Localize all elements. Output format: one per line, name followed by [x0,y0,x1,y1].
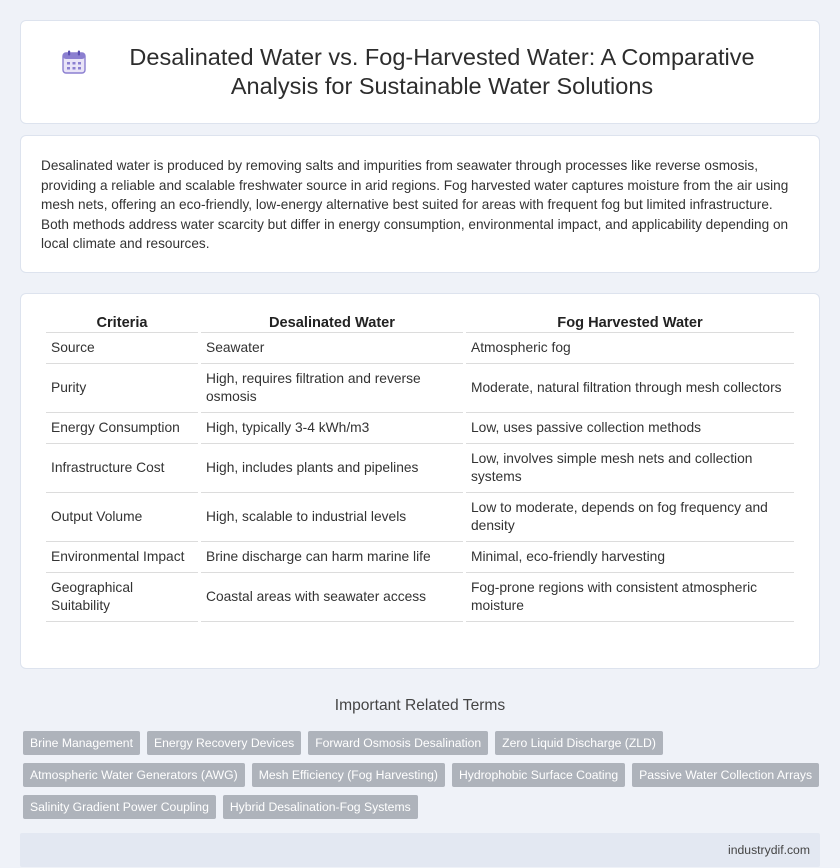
table-cell: Infrastructure Cost [46,444,198,493]
tag-forward-osmosis[interactable]: Forward Osmosis Desalination [308,731,488,755]
header-inner [61,43,779,101]
table-cell: Low to moderate, depends on fog frequency and density [466,493,794,542]
table-cell: Brine discharge can harm marine life [201,542,463,573]
table-row [46,333,794,364]
table-row [46,413,794,444]
table-cell: Geographical Suitability [46,573,198,622]
table-cell: Coastal areas with seawater access [201,573,463,622]
table-cell: Minimal, eco-friendly harvesting [466,542,794,573]
calendar-icon [61,49,87,75]
table-cell: Purity [46,364,198,413]
table-row [46,364,794,413]
table-cell: Source [46,333,198,364]
table-cell: Fog-prone regions with consistent atmospheric moisture [466,573,794,622]
intro-card [20,135,820,273]
header-criteria: Criteria [46,308,198,333]
table-cell: Output Volume [46,493,198,542]
tag-energy-recovery-devices[interactable]: Energy Recovery Devices [147,731,301,755]
footer-site[interactable]: industrydif.com [728,843,810,857]
intro-text: Desalinated water is produced by removing salts and impurities from seawater through processes like reverse osmosis, providing a reliable and scalable freshwater source in arid regions. Fog harvested water captures moisture from the air using mesh nets, offering an eco-friendly, low-energy alternative best suited for areas with frequent fog but limited infrastructure. Both methods address water scarcity but differ in energy consumption, environmental impact, and applicability depending on local climate and resources. [41,158,789,251]
table-cell: High, typically 3-4 kWh/m3 [201,413,463,444]
tag-mesh-efficiency[interactable]: Mesh Efficiency (Fog Harvesting) [252,763,445,787]
table-cell: High, requires filtration and reverse osmosis [201,364,463,413]
table-cell: Energy Consumption [46,413,198,444]
header-desalinated: Desalinated Water [201,308,463,333]
comparison-table [43,308,797,622]
tag-passive-collection[interactable]: Passive Water Collection Arrays [632,763,819,787]
tag-hybrid-systems[interactable]: Hybrid Desalination-Fog Systems [223,795,418,819]
table-row [46,493,794,542]
footer [20,833,820,867]
table-cell: Low, involves simple mesh nets and collection systems [466,444,794,493]
comparison-table-card [20,293,820,669]
table-cell: Low, uses passive collection methods [466,413,794,444]
table-cell: High, includes plants and pipelines [201,444,463,493]
tag-brine-management[interactable]: Brine Management [23,731,140,755]
tag-salinity-gradient[interactable]: Salinity Gradient Power Coupling [23,795,216,819]
table-cell: Moderate, natural filtration through mesh collectors [466,364,794,413]
table-row [46,573,794,622]
header-fog: Fog Harvested Water [466,308,794,333]
tag-zld[interactable]: Zero Liquid Discharge (ZLD) [495,731,663,755]
header-card [20,20,820,124]
table-cell: High, scalable to industrial levels [201,493,463,542]
page-title: Desalinated Water vs. Fog-Harvested Water: A Comparative Analysis for Sustainable Water Solutions [129,44,755,99]
table-header-row [46,308,794,333]
tag-hydrophobic-coating[interactable]: Hydrophobic Surface Coating [452,763,625,787]
table-cell: Atmospheric fog [466,333,794,364]
related-terms-title: Important Related Terms [334,697,506,714]
table-row [46,542,794,573]
related-terms-tags [20,731,820,819]
table-cell: Environmental Impact [46,542,198,573]
tag-awg[interactable]: Atmospheric Water Generators (AWG) [23,763,245,787]
table-cell: Seawater [201,333,463,364]
table-row [46,444,794,493]
